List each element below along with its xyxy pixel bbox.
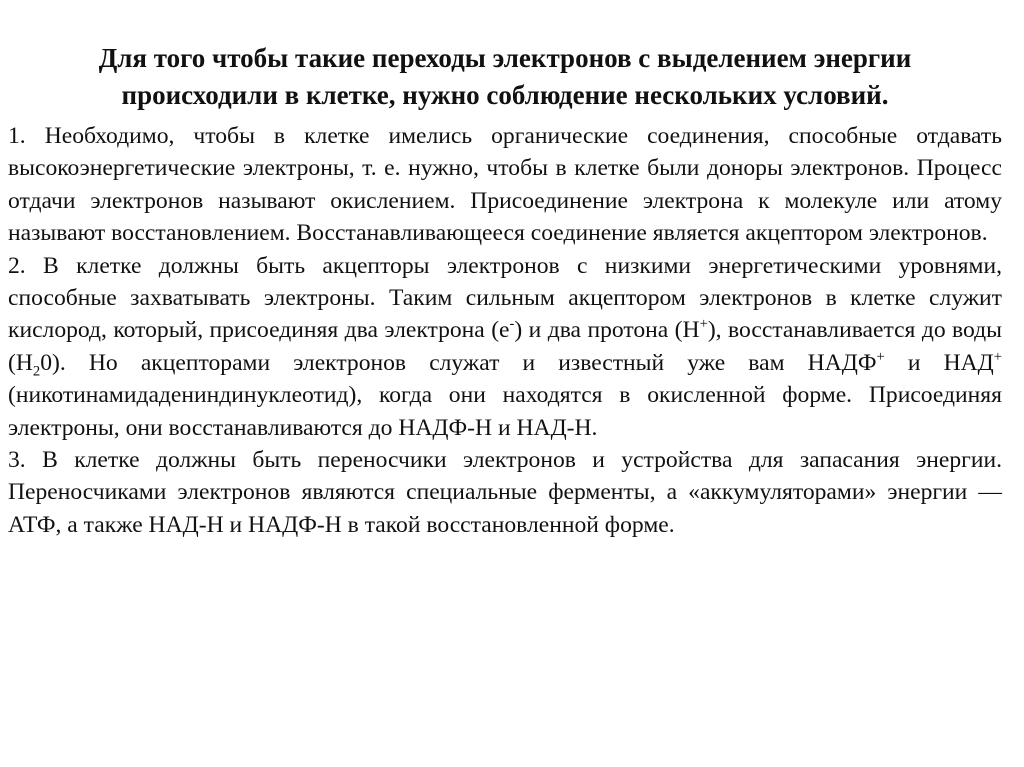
proton-charge: + <box>699 316 708 333</box>
paragraph-2-text-4: 0). Но акцепторами электронов служат и известный уже вам НАДФ <box>40 349 877 376</box>
paragraph-3: 3. В клетке должны быть переносчики электронов и устройства для запасания энергии. Переносчиками электронов являются специальные ферменты, а «аккумуляторами» энергии — АТФ, а также НАД-Н и НАДФ-Н в такой восстановленной форме. <box>8 447 1002 538</box>
paragraph-2-text-6: (никотинамидадениндинуклеотид), когда они находятся в окисленной форме. Присоединяя электроны, они восстанавливаются до НАДФ-Н и НАД-Н. <box>8 382 1002 441</box>
electron-charge: - <box>509 316 515 333</box>
paragraph-2-text-3: ), восстанавливается до воды (Н <box>8 317 1002 376</box>
slide-title: Для того чтобы такие переходы электронов с выделением энергии происходили в клетке, нужно соблюдение нескольких условий. <box>98 43 912 110</box>
paragraph-2 <box>8 250 1002 444</box>
paragraph-2-text-2: ) и два протона (Н <box>514 317 700 344</box>
nadp-charge: + <box>876 348 885 365</box>
nad-charge: + <box>993 348 1002 365</box>
paragraph-1: 1. Необходимо, чтобы в клетке имелись органические соединения, способные отдавать высокоэнергетические электроны, т. е. нужно, чтобы в клетке были доноры электронов. Процесс отдачи электронов называют окислением. Присоединение электрона к молекуле или атому называют восстановлением. Восстанавливающееся соединение является акцептором электронов. <box>8 123 1002 247</box>
water-subscript: 2 <box>32 363 41 380</box>
paragraph-2-text-5: и НАД <box>884 349 994 376</box>
paragraph-2-text-1: 2. В клетке должны быть акцепторы электронов с низкими энергетическими уровнями, способные захватывать электроны. Таким сильным акцептором электронов в клетке служит кислород, который, присоединяя два электрона (е <box>8 252 1002 344</box>
